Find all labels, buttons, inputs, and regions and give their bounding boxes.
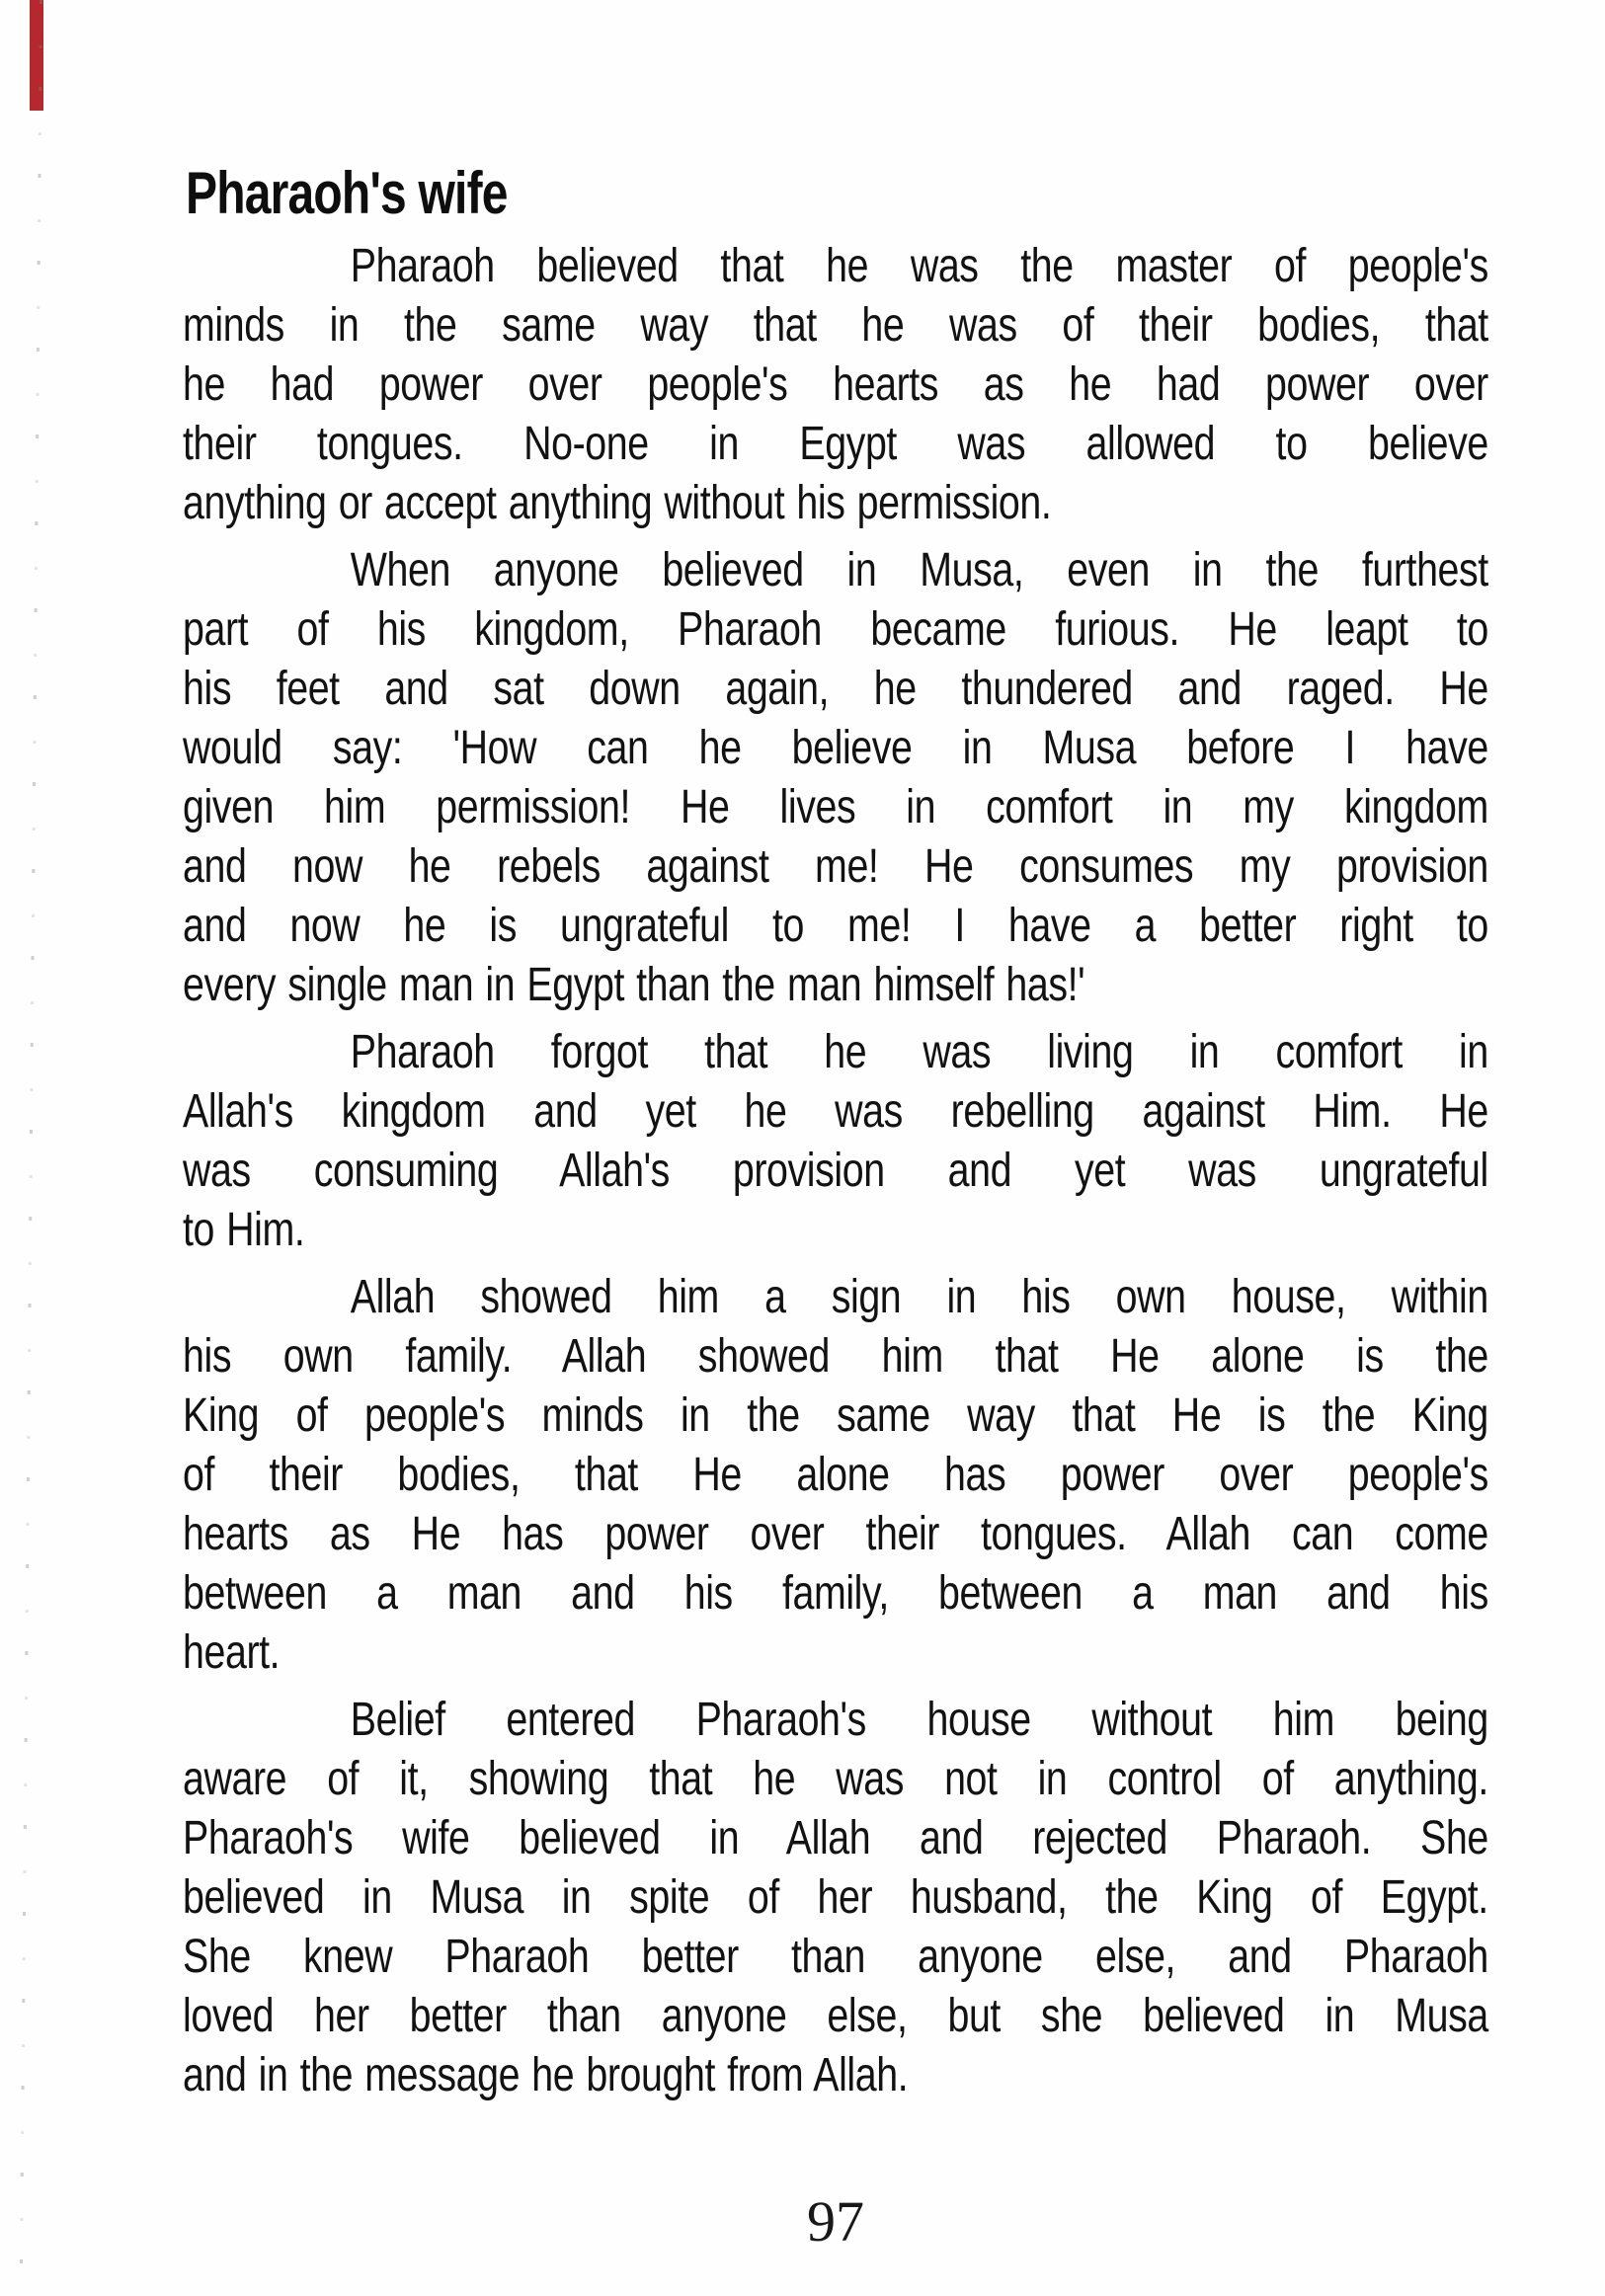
text-line: Allah showed him a sign in his own house, within	[350, 1271, 1488, 1323]
text-line: his feet and sat down again, he thundered and raged. He	[183, 663, 1488, 715]
page-title: Pharaoh's wife	[186, 160, 508, 227]
text-line: and in the message he brought from Allah.	[183, 2049, 909, 2101]
page-number: 97	[807, 2189, 864, 2254]
text-line: hearts as He has power over their tongues. Allah can come	[183, 1508, 1488, 1560]
body-text	[183, 237, 1488, 2105]
text-line: Pharaoh forgot that he was living in comfort in	[350, 1026, 1488, 1078]
text-line: every single man in Egypt than the man himself has!'	[183, 959, 1085, 1011]
text-line: King of people's minds in the same way that He is the King	[183, 1389, 1488, 1442]
text-line: loved her better than anyone else, but she believed in Musa	[183, 1990, 1488, 2042]
paragraph-3	[183, 1023, 1488, 1260]
text-line: their tongues. No-one in Egypt was allowed to believe	[183, 418, 1488, 470]
paragraph-2	[183, 541, 1488, 1015]
text-line: When anyone believed in Musa, even in the furthest	[350, 544, 1488, 596]
text-line: heart.	[183, 1626, 281, 1679]
text-line: Belief entered Pharaoh's house without him being	[350, 1694, 1488, 1746]
text-line: would say: 'How can he believe in Musa before I have	[183, 722, 1488, 774]
text-line: and now he rebels against me! He consumes my provision	[183, 840, 1488, 893]
text-line: She knew Pharaoh better than anyone else, and Pharaoh	[183, 1931, 1488, 1983]
text-line: believed in Musa in spite of her husband, the King of Egypt.	[183, 1871, 1488, 1924]
paragraph-1	[183, 237, 1488, 533]
paragraph-4	[183, 1268, 1488, 1683]
text-line: between a man and his family, between a man and his	[183, 1567, 1488, 1620]
text-line: of their bodies, that He alone has power over people's	[183, 1449, 1488, 1501]
text-line: he had power over people's hearts as he had power over	[183, 358, 1488, 411]
text-line: and now he is ungrateful to me! I have a better right to	[183, 900, 1488, 952]
paragraph-5	[183, 1691, 1488, 2105]
text-line: aware of it, showing that he was not in control of anything.	[183, 1753, 1488, 1805]
text-line: was consuming Allah's provision and yet was ungrateful	[183, 1145, 1488, 1197]
text-line: anything or accept anything without his permission.	[183, 477, 1052, 529]
text-line: Allah's kingdom and yet he was rebelling against Him. He	[183, 1085, 1488, 1138]
text-line: his own family. Allah showed him that He alone is the	[183, 1330, 1488, 1383]
text-line: part of his kingdom, Pharaoh became furious. He leapt to	[183, 603, 1488, 656]
scan-artifact-dots	[20, 0, 42, 2296]
text-line: Pharaoh believed that he was the master of people's	[350, 240, 1488, 292]
text-line: minds in the same way that he was of their bodies, that	[183, 299, 1488, 352]
text-line: to Him.	[183, 1204, 305, 1256]
text-line: Pharaoh's wife believed in Allah and rejected Pharaoh. She	[183, 1812, 1488, 1864]
text-line: given him permission! He lives in comfort in my kingdom	[183, 781, 1488, 833]
